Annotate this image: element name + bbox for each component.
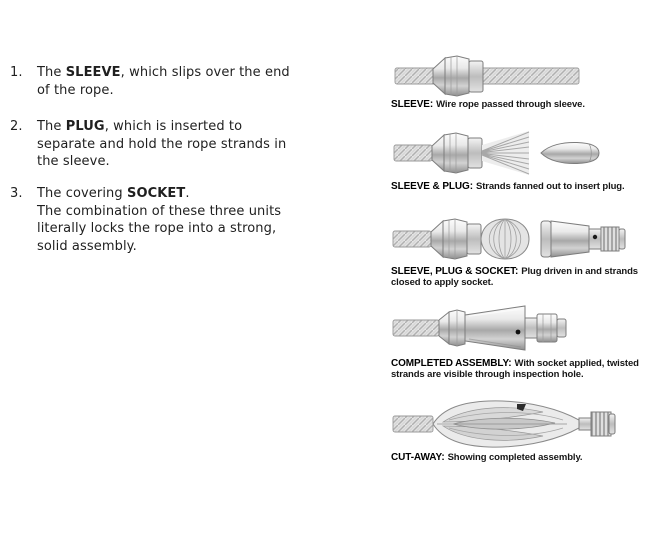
item-text-post: , which slips over the end <box>120 65 290 80</box>
item-text-pre: The covering <box>37 186 127 201</box>
item-line <box>37 118 286 136</box>
figure-caption-completed-assembly <box>391 358 649 380</box>
sleeve-collar <box>439 310 465 346</box>
instruction-item-plug <box>10 118 286 171</box>
sleeve-fitting <box>432 133 482 173</box>
item-text-pre: The <box>37 119 66 134</box>
sleeve-plug-socket-illustration <box>391 213 636 265</box>
wire-rope-with-sleeve-illustration <box>391 55 611 97</box>
wire-rope <box>395 68 579 84</box>
item-term: SLEEVE <box>65 65 121 80</box>
fanned-strands <box>482 131 529 175</box>
wire-rope <box>393 416 433 432</box>
figure-sleeve-plug-socket <box>391 213 636 265</box>
item-term: SOCKET <box>126 186 186 201</box>
wire-rope <box>393 320 439 336</box>
item-number: 2. <box>10 119 23 134</box>
caption-text: Wire rope passed through sleeve. <box>436 99 585 110</box>
item-number: 1. <box>10 65 23 80</box>
caption-term: COMPLETED ASSEMBLY: <box>391 358 512 369</box>
caption-term: SLEEVE & PLUG: <box>391 181 473 192</box>
caption-term: CUT-AWAY: <box>391 452 445 463</box>
figure-caption-sleeve-plug <box>391 181 649 192</box>
caption-term: SLEEVE: <box>391 99 434 110</box>
threaded-stud <box>579 412 615 436</box>
wire-rope <box>393 231 431 247</box>
item-line: the sleeve. <box>37 154 110 169</box>
item-line: literally locks the rope into a strong, <box>37 221 277 236</box>
item-text <box>37 64 290 99</box>
figure-caption-sleeve-plug-socket <box>391 266 649 288</box>
item-line: The combination of these three units <box>37 203 282 219</box>
closed-strand-bulb <box>481 219 529 259</box>
figure-cut-away <box>391 397 636 451</box>
caption-text: With socket applied, twisted strands are visible through inspection hole. <box>391 358 639 380</box>
item-text-post: . <box>185 186 190 201</box>
caption-term: SLEEVE, PLUG & SOCKET: <box>391 266 519 277</box>
item-text <box>37 118 286 171</box>
instruction-item-socket <box>10 185 281 255</box>
item-number: 3. <box>10 186 23 201</box>
caption-text: Strands fanned out to insert plug. <box>475 181 625 192</box>
item-line: separate and hold the rope strands in <box>37 136 287 152</box>
figure-sleeve-plug <box>391 128 621 178</box>
completed-assembly-illustration <box>391 302 636 354</box>
item-line <box>37 185 281 203</box>
item-line <box>37 64 290 82</box>
plug <box>541 142 599 163</box>
item-text-pre: The <box>37 65 66 80</box>
socket-body <box>465 306 566 350</box>
socket <box>541 221 625 257</box>
instruction-item-sleeve <box>10 64 290 99</box>
sleeve-fitting <box>431 219 481 259</box>
figure-completed-assembly <box>391 302 636 354</box>
figure-caption-sleeve <box>391 99 649 110</box>
item-line: solid assembly. <box>37 238 137 254</box>
inspection-hole <box>593 235 597 239</box>
cut-away-illustration <box>391 397 636 451</box>
inspection-hole <box>516 330 521 335</box>
cut-away-shell <box>433 401 579 447</box>
figure-caption-cut-away <box>391 452 649 463</box>
item-term: PLUG <box>65 119 105 134</box>
item-text-post: , which is inserted to <box>104 119 243 134</box>
item-text <box>37 185 281 255</box>
sleeve-and-plug-illustration <box>391 128 621 178</box>
figure-sleeve <box>391 55 611 97</box>
sleeve-fitting <box>433 56 483 96</box>
caption-text: Showing completed assembly. <box>447 452 583 463</box>
caption-text: Plug driven in and strands closed to apply socket. <box>391 266 638 288</box>
item-line: of the rope. <box>37 82 114 98</box>
wire-rope <box>394 145 432 161</box>
